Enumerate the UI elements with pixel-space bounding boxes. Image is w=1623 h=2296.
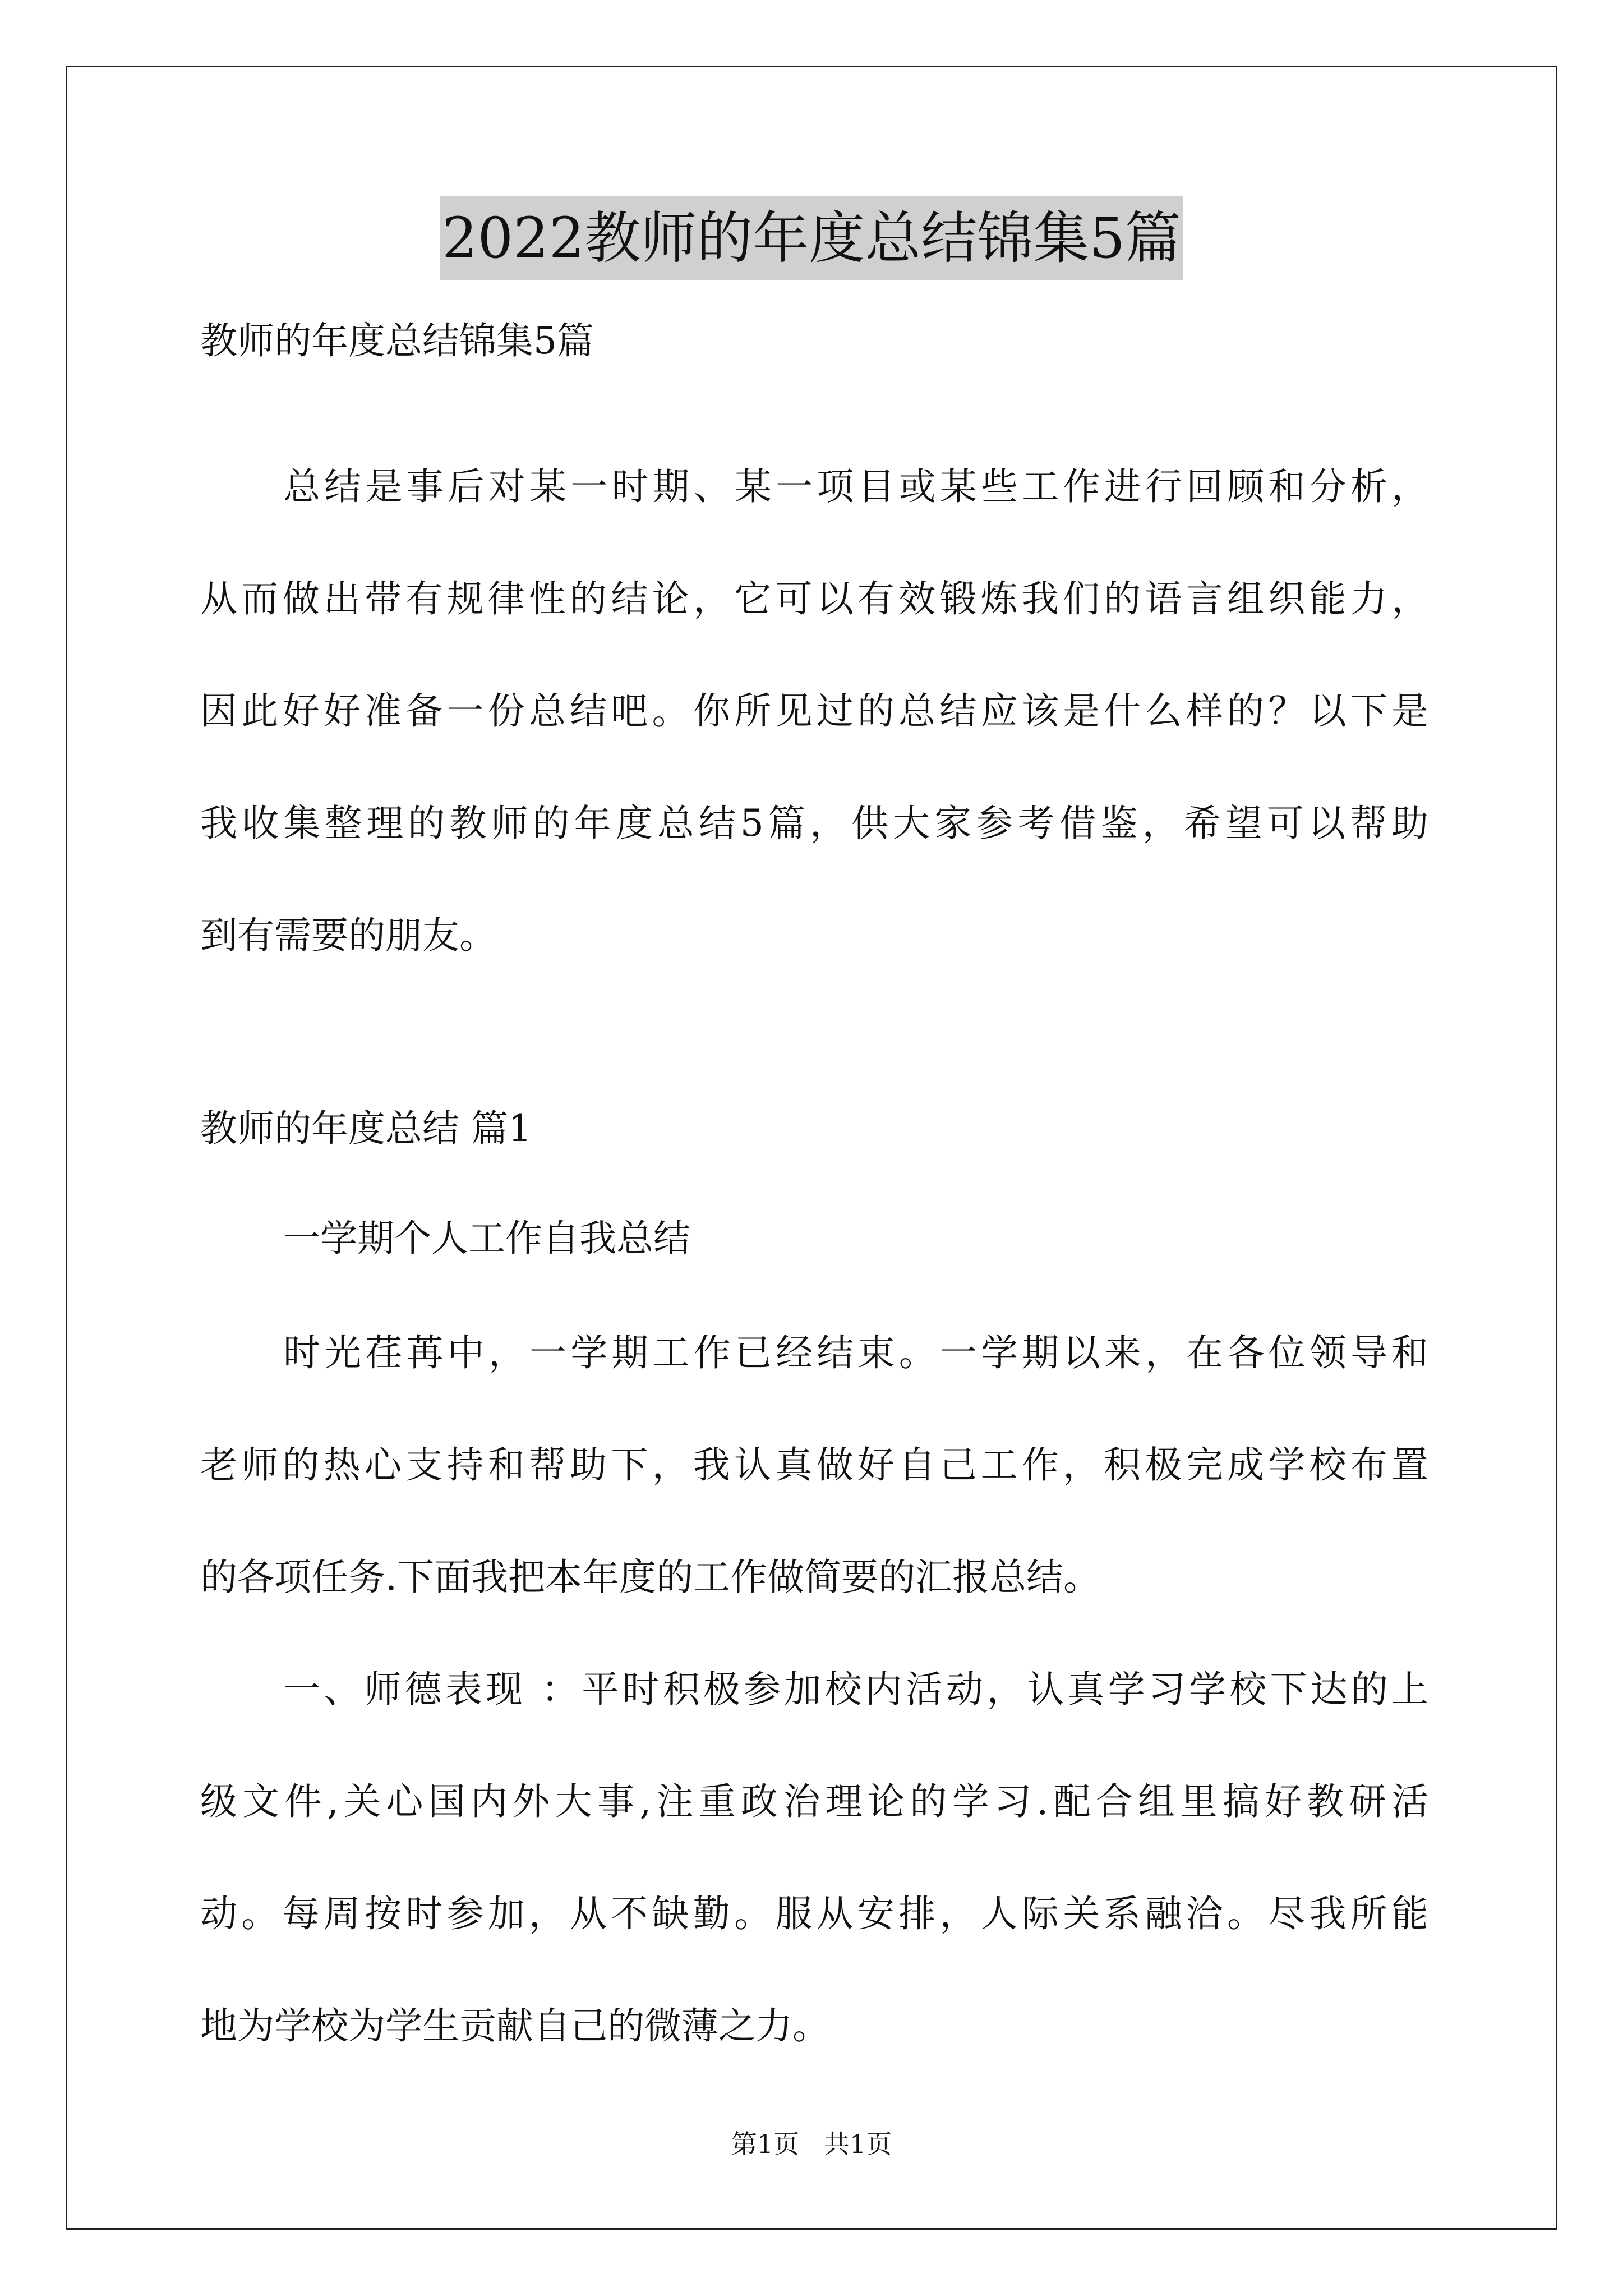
para1-line-1: 时光荏苒中，一学期工作已经结束。一学期以来，在各位领导和 <box>283 1331 1428 1374</box>
intro-line-3: 因此好好准备一份总结吧。你所见过的总结应该是什么样的？以下是 <box>200 689 1428 733</box>
para2-line-4: 地为学校为学生贡献自己的微薄之力。 <box>200 2004 829 2047</box>
page-number-footer: 第1页 共1页 <box>731 2129 892 2159</box>
document-subtitle: 教师的年度总结锦集5篇 <box>200 319 594 362</box>
intro-line-1: 总结是事后对某一时期、某一项目或某些工作进行回顾和分析， <box>283 465 1428 508</box>
section-heading: 教师的年度总结 篇1 <box>200 1107 532 1150</box>
title-container <box>0 196 1623 280</box>
document-title: 2022教师的年度总结锦集5篇 <box>440 196 1183 280</box>
intro-line-5: 到有需要的朋友。 <box>200 914 496 957</box>
section-subheading: 一学期个人工作自我总结 <box>283 1217 690 1260</box>
para2-line-3: 动。每周按时参加，从不缺勤。服从安排，人际关系融洽。尽我所能 <box>200 1892 1428 1935</box>
intro-line-2: 从而做出带有规律性的结论，它可以有效锻炼我们的语言组织能力， <box>200 577 1428 620</box>
para1-line-2: 老师的热心支持和帮助下，我认真做好自己工作，积极完成学校布置 <box>200 1443 1428 1487</box>
para1-line-3: 的各项任务.下面我把本年度的工作做简要的汇报总结。 <box>200 1556 1100 1599</box>
para2-line-2: 级文件,关心国内外大事,注重政治理论的学习.配合组里搞好教研活 <box>200 1780 1428 1823</box>
intro-line-4: 我收集整理的教师的年度总结5篇，供大家参考借鉴，希望可以帮助 <box>200 802 1428 845</box>
para2-line-1: 一、师德表现 ：平时积极参加校内活动，认真学习学校下达的上 <box>283 1668 1428 1711</box>
